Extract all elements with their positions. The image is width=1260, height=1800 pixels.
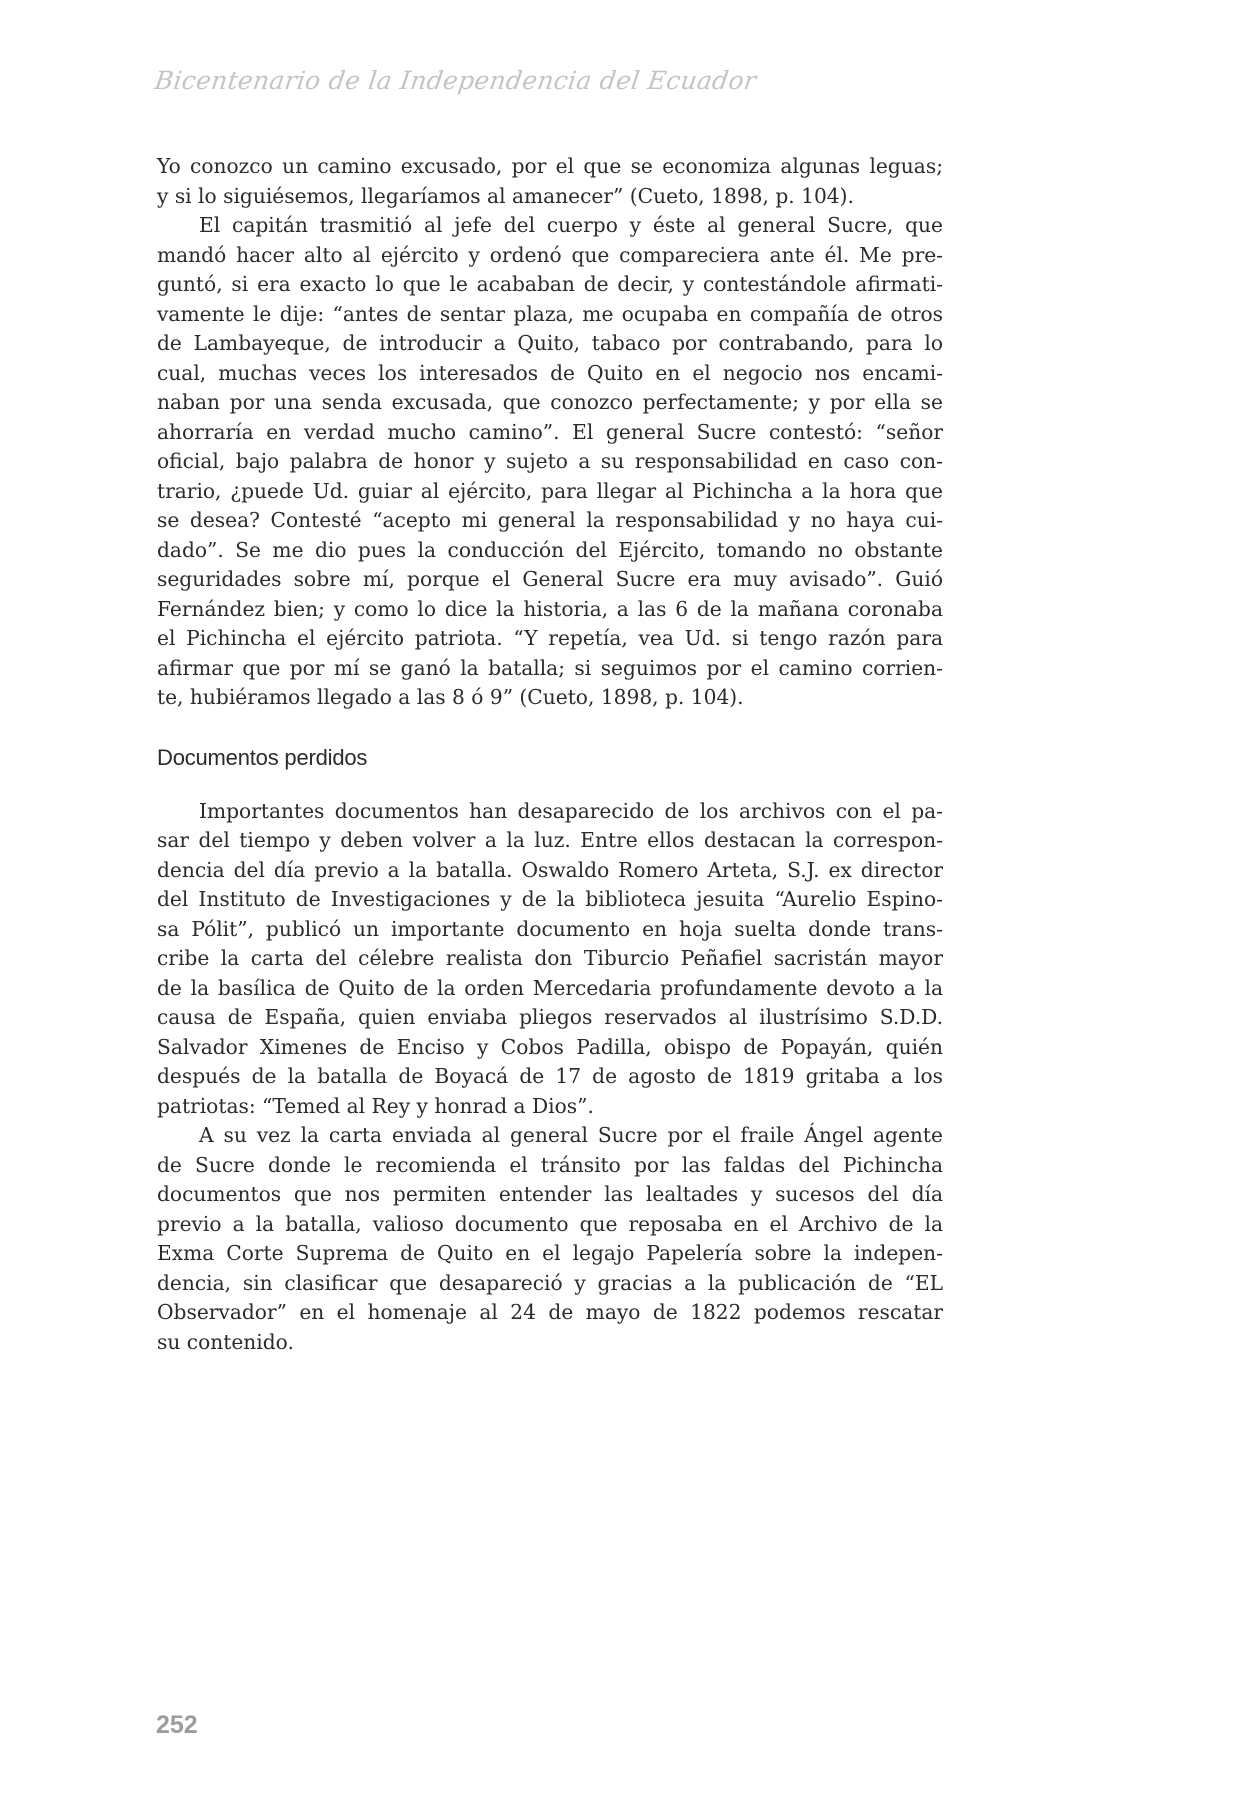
text-line: patriotas: “Temed al Rey y honrad a Dios”. — [157, 1093, 594, 1118]
text-line: y si lo siguiésemos, llegaríamos al amanecer” (Cueto, 1898, p. 104). — [157, 183, 854, 208]
text-line: después de la batalla de Boyacá de 17 de agosto de 1819 gritaba a los — [157, 1064, 943, 1088]
text-line: de Sucre donde le recomienda el tránsito por las faldas del Pichincha — [157, 1152, 943, 1177]
text-line: causa de España, quien enviaba pliegos reservados al ilustrísimo S.D.D. — [157, 1005, 943, 1029]
text-line: Exma Corte Suprema de Quito en el legajo Papelería sobre la indepen- — [157, 1241, 943, 1265]
text-line: Importantes documentos han desaparecido de los archivos con el pa- — [199, 798, 943, 823]
text-line: dencia del día previo a la batalla. Oswaldo Romero Arteta, S.J. ex director — [157, 857, 943, 882]
text-line: te, hubiéramos llegado a las 8 ó 9” (Cueto, 1898, p. 104). — [157, 685, 744, 709]
text-line: de la basílica de Quito de la orden Mercedaria profundamente devoto a la — [157, 975, 943, 1000]
text-line: previo a la batalla, valioso documento que reposaba en el Archivo de la — [157, 1211, 943, 1236]
text-line: dado”. Se me dio pues la conducción del Ejército, tomando no obstante — [157, 537, 943, 562]
text-line: sar del tiempo y deben volver a la luz. Entre ellos destacan la correspon- — [157, 828, 943, 852]
text-line: Fernández bien; y como lo dice la historia, a las 6 de la mañana coronaba — [157, 596, 943, 621]
text-line: El capitán trasmitió al jefe del cuerpo y éste al general Sucre, que — [199, 213, 943, 237]
page-body — [157, 152, 943, 1357]
text-line: cribe la carta del célebre realista don Tiburcio Peñafiel sacristán mayor — [157, 946, 943, 970]
text-line: su contenido. — [157, 1329, 294, 1354]
text-line: Salvador Ximenes de Enciso y Cobos Padilla, obispo de Popayán, quién — [157, 1034, 943, 1059]
text-line: ahorraría en verdad mucho camino”. El general Sucre contestó: “señor — [157, 419, 943, 444]
section-heading: Documentos perdidos — [157, 744, 368, 770]
paragraph-lost-documents — [157, 797, 943, 1122]
text-line: afirmar que por mí se ganó la batalla; si seguimos por el camino corrien- — [157, 655, 943, 680]
text-line: seguridades sobre mí, porque el General Sucre era muy avisado”. Guió — [157, 567, 943, 591]
text-line: vamente le dije: “antes de sentar plaza, me ocupaba en compañía de otros — [157, 301, 943, 326]
text-line: naban por una senda excusada, que conozco perfectamente; y por ella se — [157, 390, 943, 414]
text-line: dencia, sin clasificar que desapareció y gracias a la publicación de “EL — [157, 1270, 943, 1295]
text-line: oficial, bajo palabra de honor y sujeto a su responsabilidad en caso con- — [157, 449, 943, 473]
text-line: A su vez la carta enviada al general Sucre por el fraile Ángel agente — [199, 1123, 943, 1147]
text-line: trario, ¿puede Ud. guiar al ejército, para llegar al Pichincha a la hora que — [157, 478, 943, 503]
text-line: documentos que nos permiten entender las lealtades y sucesos del día — [157, 1182, 943, 1206]
text-line: del Instituto de Investigaciones y de la biblioteca jesuita “Aurelio Espino- — [157, 887, 943, 911]
text-line: Observador” en el homenaje al 24 de mayo de 1822 podemos rescatar — [157, 1300, 943, 1324]
text-line: el Pichincha el ejército patriota. “Y repetía, vea Ud. si tengo razón para — [157, 626, 943, 650]
text-line: Yo conozco un camino excusado, por el que se economiza algunas leguas; — [157, 154, 943, 178]
text-line: guntó, si era exacto lo que le acababan de decir, y contestándole afirmati- — [157, 272, 943, 296]
page-number: 252 — [156, 1711, 198, 1739]
text-line: sa Pólit”, publicó un importante documento en hoja suelta donde trans- — [157, 916, 943, 941]
paragraph-fraile-angel-letter — [157, 1121, 943, 1357]
text-line: cual, muchas veces los interesados de Quito en el negocio nos encami- — [157, 360, 943, 385]
running-header-title: Bicentenario de la Independencia del Ecuador — [152, 66, 759, 95]
text-line: mandó hacer alto al ejército y ordenó que compareciera ante él. Me pre- — [157, 242, 943, 267]
paragraph-quote-continuation — [157, 152, 943, 211]
text-line: de Lambayeque, de introducir a Quito, tabaco por contrabando, para lo — [157, 331, 943, 355]
text-line: se desea? Contesté “acepto mi general la responsabilidad y no haya cui- — [157, 508, 943, 532]
paragraph-sucre-guide — [157, 211, 943, 713]
